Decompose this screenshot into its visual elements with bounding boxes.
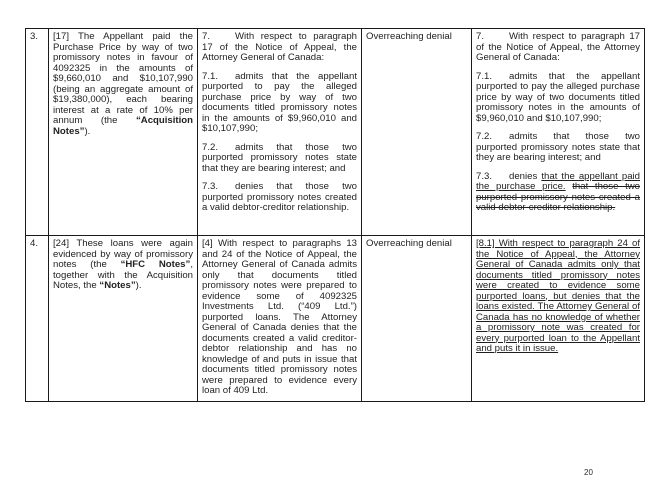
paragraph (202, 72, 357, 135)
reply-cell (198, 29, 362, 236)
paragraph-text: admits that the appellant purported to pay the alleged purchase price by way of two documents titled promissory notes in the amounts of $9,960,010 and $10,107,990; (202, 70, 357, 134)
paragraph-text: admits that those two purported promissory notes state that they are bearing interest; and (476, 131, 640, 163)
paragraph-text: With respect to paragraph 17 of the Notice of Appeal, the Attorney General of Canada: (202, 31, 357, 63)
defined-term-bold: “Acquisition Notes” (53, 115, 193, 137)
paragraph-number: 7.3. (202, 181, 219, 192)
appellant-text-mid: , together with the Acquisition Notes, the (53, 259, 193, 291)
objection-label: Overreaching denial (366, 238, 452, 249)
paragraph-number: 7.1. (476, 70, 493, 82)
defined-term-bold: “Notes” (99, 280, 136, 291)
appellant-text: [24] These loans were again evidenced by way of promissory notes (the (53, 238, 193, 270)
paragraph (476, 72, 640, 125)
paragraph-text: With respect to paragraph 17 of the Notice of Appeal, the Attorney General of Canada: (476, 31, 640, 63)
paragraph-text: denies that those two purported promissory notes created a valid debtor-creditor relationship. (202, 181, 357, 213)
paragraph-number: 7.2. (476, 131, 493, 142)
paragraph (202, 32, 357, 64)
objection-cell (362, 29, 472, 236)
table-row (26, 29, 645, 236)
paragraph-text: admits that the appellant purported to pay the alleged purchase price by way of two documents titled promissory notes in the amounts of $9,960,010 and $10,107,990; (476, 70, 640, 124)
appellant-text-end: ). (135, 280, 142, 291)
defined-term-bold: “HFC Notes” (120, 259, 191, 270)
paragraph (476, 172, 640, 214)
paragraph-text: admits that those two purported promissory notes state that they are bearing interest; and (202, 141, 357, 174)
paragraph: [4] With respect to paragraphs 13 and 24 of the Notice of Appeal, the Attorney General of Canada admits only that documents titled promissory notes were prepared to evidence some of 4092325 Investments Ltd. (“409 Ltd.”) purported loans. The Attorney General of Canada denies that the documents created a valid creditor-debtor relationship and has no knowledge of and puts in issue that documents titled promissory notes were prepared to evidence every loan of 409 Ltd. (202, 238, 357, 396)
row-number-cell (26, 29, 49, 236)
reply-cell (198, 236, 362, 402)
paragraph (202, 182, 357, 214)
paragraph (202, 143, 357, 175)
appellant-text-end: ). (84, 125, 91, 137)
page-number: 20 (584, 468, 593, 477)
objection-cell (362, 236, 472, 402)
paragraph-number: 7.2. (202, 141, 219, 153)
paragraph (53, 239, 193, 292)
paragraph (476, 132, 640, 164)
pleadings-comparison-table (25, 28, 645, 402)
row-number: 3. (30, 31, 39, 42)
row-number: 4. (30, 238, 39, 249)
appellant-text: [17] The Appellant paid the Purchase Price by way of two promissory notes in favour of 4092325 in the amounts of $9,660,010 and $10,107,990 (being an aggregate amount of $19,380,000), each bearing interest at a rate of 10% per annum (the (53, 31, 193, 126)
amended-reply-cell (472, 29, 645, 236)
paragraph-number: 7. (476, 31, 485, 42)
inserted-paragraph: [8.1] With respect to paragraph 24 of the Notice of Appeal, the Attorney General of Canada admits only that documents titled promissory notes were created to evidence some purported loans, but denies that the loans existed. The Attorney General of Canada has no knowledge of whether a promissory note was created for every purported loan to the Appellant and puts it in issue. (476, 238, 640, 354)
appellant-pleading-cell (49, 29, 198, 236)
inserted-text: that the appellant paid the purchase price. (476, 170, 641, 192)
paragraph (53, 32, 193, 137)
deleted-text: that those two purported promissory notes created a valid debtor-creditor relationship. (476, 181, 640, 213)
paragraph (476, 32, 640, 64)
paragraph-number: 7. (202, 31, 211, 42)
appellant-pleading-cell (49, 236, 198, 402)
amended-reply-cell (472, 236, 645, 402)
paragraph-number: 7.1. (202, 70, 219, 82)
objection-label: Overreaching denial (366, 31, 452, 42)
row-number-cell (26, 236, 49, 402)
table-row (26, 236, 645, 402)
paragraph-text: denies (509, 170, 542, 182)
paragraph-number: 7.3. (476, 170, 493, 182)
